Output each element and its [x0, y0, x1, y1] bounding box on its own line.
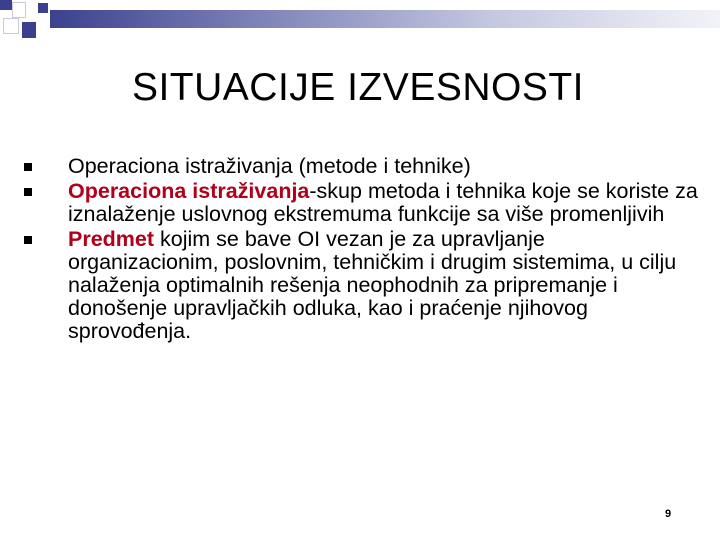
bullet-item	[68, 180, 698, 226]
bullet-item	[68, 155, 698, 178]
square-bullet-icon	[24, 188, 32, 196]
bullet-text: -skup metoda i tehnika koje se koriste za iznalaženje uslovnog ekstremuma funkcije sa više promenljivih	[68, 179, 698, 226]
bullet-list	[68, 155, 698, 349]
bullet-text: kojim se bave OI vezan je za upravljanje organizacionim, poslovnim, tehničkim i drugim sistemima, u cilju nalaženja optimalnih rešenja neophodnih za pripremanje i donošenje upravljačkih odluka, kao i praćenje njihovog sprovođenja.	[68, 227, 677, 343]
decor-square	[22, 22, 36, 38]
bullet-highlight: Operaciona istraživanja	[68, 179, 310, 203]
bullet-highlight: Predmet	[68, 227, 155, 251]
page-number: 9	[665, 508, 672, 520]
square-bullet-icon	[24, 236, 32, 244]
square-bullet-icon	[24, 163, 32, 171]
decor-square	[38, 3, 48, 13]
decor-square	[3, 18, 19, 34]
slide-title	[0, 66, 720, 110]
decor-square	[0, 0, 12, 10]
bullet-item	[68, 228, 698, 343]
slide-title-text: SITUACIJE IZVESNOSTI	[131, 66, 585, 109]
bullet-text: Operaciona istraživanja (metode i tehnike)	[68, 154, 471, 178]
decor-square	[12, 2, 26, 18]
header-gradient-bar	[50, 10, 720, 28]
